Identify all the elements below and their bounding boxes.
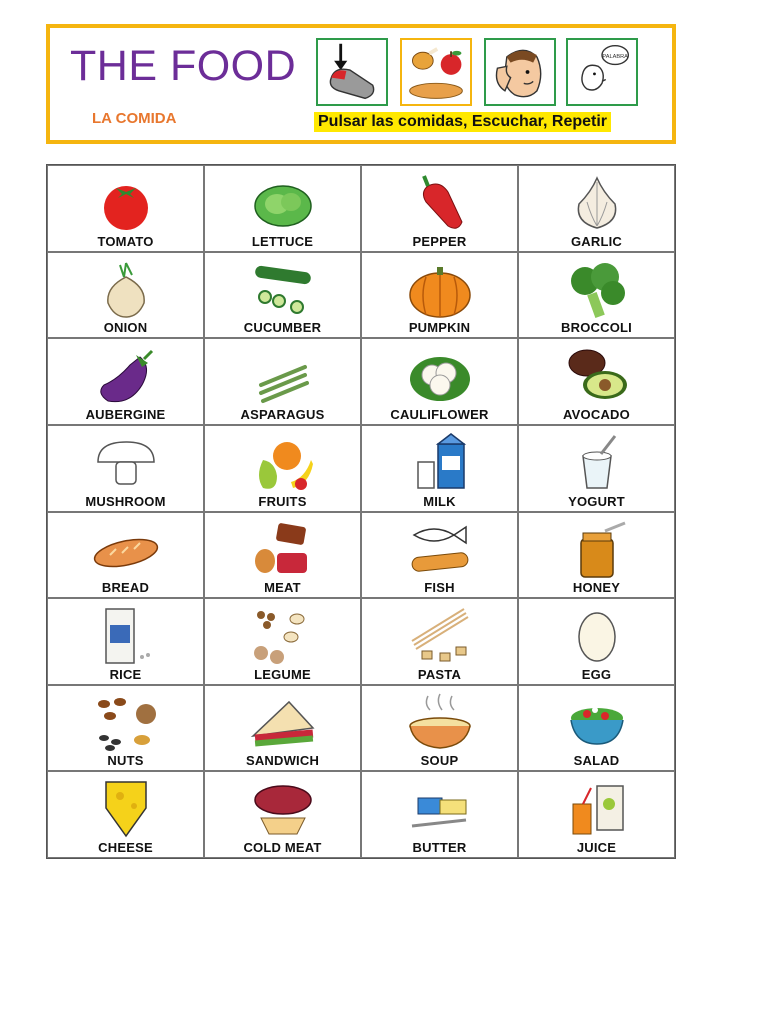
food-card-juice[interactable] [518, 771, 675, 858]
food-label: FRUITS [258, 493, 307, 509]
food-label: COLD MEAT [243, 840, 322, 855]
food-card-yogurt[interactable] [518, 425, 675, 512]
cucumber-icon [247, 259, 319, 321]
food-card-salad[interactable] [518, 685, 675, 772]
yogurt-icon [561, 432, 633, 494]
asparagus-icon [247, 345, 319, 407]
food-label: CAULIFLOWER [390, 406, 489, 422]
food-grid [46, 164, 676, 859]
food-card-legume[interactable] [204, 598, 361, 685]
mushroom-icon [90, 432, 162, 494]
food-label: SOUP [420, 753, 459, 769]
food-label: PUMPKIN [408, 320, 471, 336]
food-card-aubergine[interactable] [47, 338, 204, 425]
speech-bubble-text: PALABRA [602, 53, 628, 60]
tomato-icon [90, 172, 162, 234]
food-card-pepper[interactable] [361, 165, 518, 252]
cauliflower-icon [404, 345, 476, 407]
food-label: ASPARAGUS [240, 406, 325, 422]
food-label: TOMATO [97, 233, 154, 249]
food-label: FISH [424, 580, 455, 596]
garlic-icon [561, 172, 633, 234]
food-label: NUTS [107, 753, 144, 769]
juice-icon [561, 778, 633, 840]
food-label: PASTA [417, 666, 462, 682]
salad-icon [561, 692, 633, 754]
food-label: HONEY [572, 580, 621, 596]
food-card-cucumber[interactable] [204, 252, 361, 339]
cheese-icon [90, 778, 162, 840]
food-card-nuts[interactable] [47, 685, 204, 772]
food-card-asparagus[interactable] [204, 338, 361, 425]
food-label: LEGUME [254, 666, 311, 682]
food-card-soup[interactable] [361, 685, 518, 772]
food-label: LETTUCE [251, 233, 314, 249]
food-label: AVOCADO [563, 406, 630, 422]
food-label: MEAT [264, 580, 301, 596]
food-label: YOGURT [568, 493, 625, 509]
food-label: SALAD [573, 753, 620, 769]
food-label: AUBERGINE [85, 406, 166, 422]
pepper-icon [404, 172, 476, 234]
food-label: BREAD [101, 580, 150, 596]
page-subtitle: LA COMIDA [92, 110, 177, 127]
food-label: MILK [423, 493, 456, 509]
food-card-bread[interactable] [47, 512, 204, 599]
speak-repeat-icon [566, 38, 638, 106]
lettuce-icon [247, 172, 319, 234]
nuts-icon [90, 692, 162, 754]
food-card-meat[interactable] [204, 512, 361, 599]
food-card-garlic[interactable] [518, 165, 675, 252]
rice-icon [90, 605, 162, 667]
header-banner [46, 24, 676, 144]
food-card-sandwich[interactable] [204, 685, 361, 772]
food-label: CHEESE [98, 840, 153, 855]
broccoli-icon [561, 259, 633, 321]
food-label: JUICE [576, 840, 617, 855]
soup-icon [404, 692, 476, 754]
food-label: PEPPER [412, 233, 467, 249]
food-card-mushroom[interactable] [47, 425, 204, 512]
food-card-honey[interactable] [518, 512, 675, 599]
aubergine-icon [90, 345, 162, 407]
food-label: EGG [581, 666, 612, 682]
food-card-milk[interactable] [361, 425, 518, 512]
food-label: ONION [103, 320, 148, 336]
food-card-rice[interactable] [47, 598, 204, 685]
food-card-lettuce[interactable] [204, 165, 361, 252]
food-card-egg[interactable] [518, 598, 675, 685]
food-card-pumpkin[interactable] [361, 252, 518, 339]
food-picto-icon [400, 38, 472, 106]
food-label: BROCCOLI [561, 320, 632, 336]
food-card-avocado[interactable] [518, 338, 675, 425]
food-card-pasta[interactable] [361, 598, 518, 685]
avocado-icon [561, 345, 633, 407]
egg-icon [561, 605, 633, 667]
sandwich-icon [247, 692, 319, 754]
honey-icon [561, 519, 633, 581]
milk-icon [404, 432, 476, 494]
food-label: BUTTER [412, 840, 467, 855]
legume-icon [247, 605, 319, 667]
food-card-tomato[interactable] [47, 165, 204, 252]
bread-icon [90, 519, 162, 581]
food-label: RICE [109, 666, 142, 682]
click-mouse-icon [316, 38, 388, 106]
food-label: CUCUMBER [243, 320, 322, 336]
pumpkin-icon [404, 259, 476, 321]
listen-ear-icon [484, 38, 556, 106]
food-label: MUSHROOM [85, 493, 166, 509]
meat-icon [247, 519, 319, 581]
food-card-cheese[interactable] [47, 771, 204, 858]
food-card-butter[interactable] [361, 771, 518, 858]
food-card-broccoli[interactable] [518, 252, 675, 339]
onion-icon [90, 259, 162, 321]
butter-icon [404, 778, 476, 840]
food-label: SANDWICH [245, 753, 320, 769]
food-card-fish[interactable] [361, 512, 518, 599]
page-title: THE FOOD [70, 42, 297, 90]
cold-meat-icon [247, 778, 319, 840]
food-card-fruits[interactable] [204, 425, 361, 512]
food-card-cold-meat[interactable] [204, 771, 361, 858]
food-card-onion[interactable] [47, 252, 204, 339]
pasta-icon [404, 605, 476, 667]
instructions-text: Pulsar las comidas, Escuchar, Repetir [314, 112, 611, 132]
fish-icon [404, 519, 476, 581]
fruits-icon [247, 432, 319, 494]
food-card-cauliflower[interactable] [361, 338, 518, 425]
food-label: GARLIC [570, 233, 623, 249]
